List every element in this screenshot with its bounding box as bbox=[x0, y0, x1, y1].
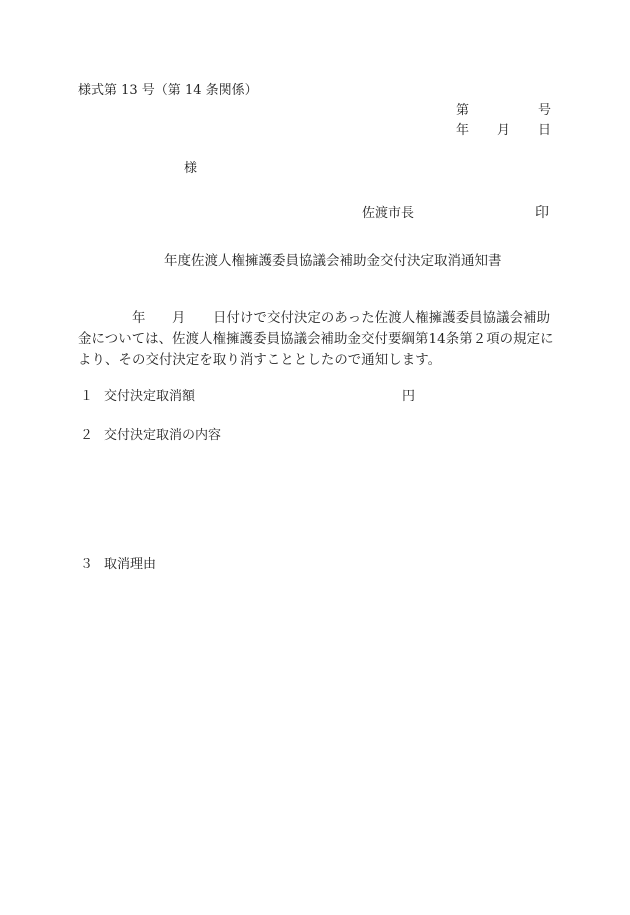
issuer-title: 佐渡市長 bbox=[362, 206, 415, 221]
body-line3: より、その交付決定を取り消すこととしたので通知します。 bbox=[78, 353, 442, 368]
addressee-suffix: 様 bbox=[184, 161, 198, 176]
date-day: 日 bbox=[538, 123, 552, 138]
body-line1: 日付けで交付決定のあった佐渡人権擁護委員協議会補助 bbox=[213, 311, 551, 326]
item-label-3: 取消理由 bbox=[104, 557, 157, 572]
date-year: 年 bbox=[456, 123, 470, 138]
body-year: 年 bbox=[132, 311, 146, 326]
body-line2: 金については、佐渡人権擁護委員協議会補助金交付要綱第14条第２項の規定に bbox=[78, 332, 554, 347]
seal-mark: 印 bbox=[535, 205, 549, 221]
item-number-1: １ bbox=[80, 389, 94, 404]
item-label-2: 交付決定取消の内容 bbox=[104, 428, 222, 443]
form-label: 様式第 13 号（第 14 条関係） bbox=[78, 83, 258, 98]
item-unit-1: 円 bbox=[402, 389, 416, 404]
date-month: 月 bbox=[497, 123, 511, 138]
doc-number-suffix: 号 bbox=[538, 103, 552, 118]
body-month: 月 bbox=[172, 311, 186, 326]
document-title: 年度佐渡人権擁護委員協議会補助金交付決定取消通知書 bbox=[164, 253, 502, 269]
item-number-3: ３ bbox=[80, 557, 94, 572]
item-label-1: 交付決定取消額 bbox=[104, 389, 196, 404]
doc-number-prefix: 第 bbox=[456, 103, 470, 118]
item-number-2: ２ bbox=[80, 428, 94, 443]
